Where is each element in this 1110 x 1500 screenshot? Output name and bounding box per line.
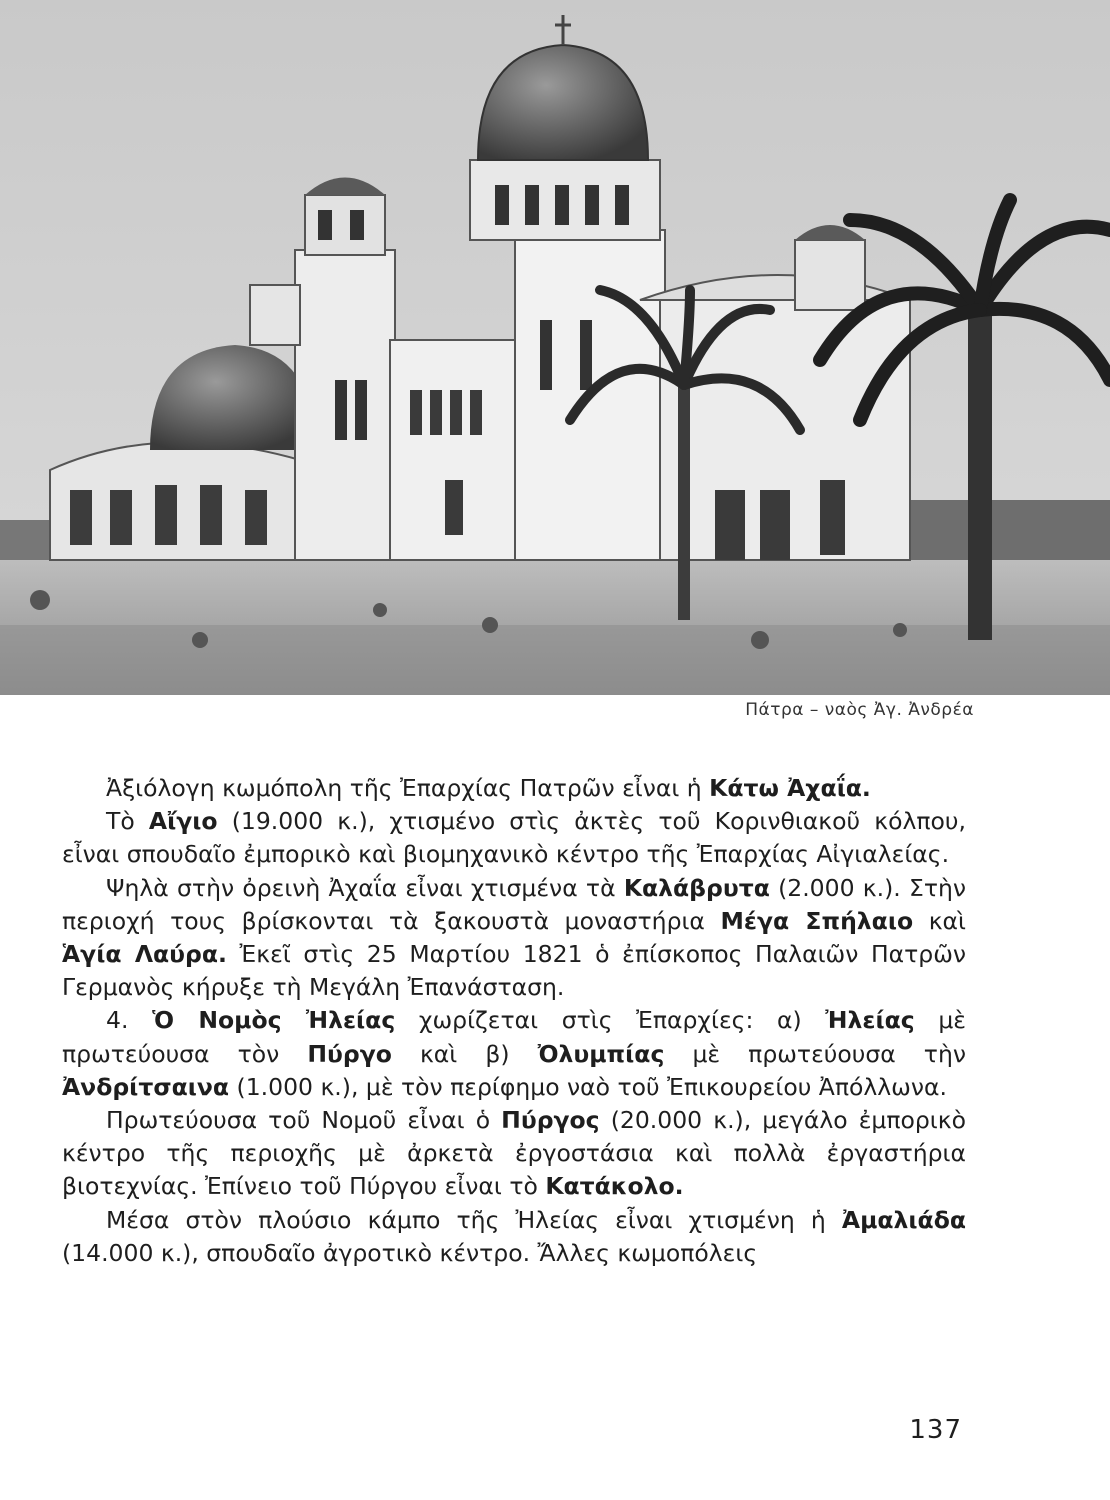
bold-term: Ἀμαλιάδα <box>841 1205 966 1234</box>
page-number: 137 <box>909 1415 962 1445</box>
bold-term: Ἠλείας <box>825 1006 915 1035</box>
text-run: Ἀξιόλογη κωμόπολη τῆς Ἐπαρχίας Πατρῶν εἶναι ἡ <box>106 774 710 802</box>
text-run: καὶ β) <box>391 1039 538 1068</box>
body-text <box>62 772 966 1270</box>
text-run: Πρωτεύουσα τοῦ Νομοῦ εἶναι ὁ <box>106 1106 502 1135</box>
text-run: καὶ <box>913 906 966 935</box>
paragraph <box>62 1104 966 1204</box>
text-run: (19.000 κ.), χτισμένο στὶς ἀκτὲς τοῦ Κορινθιακοῦ κόλπου, εἶναι σπουδαῖο ἐμπορικὸ καὶ βιομηχανικὸ κέντρο τῆς Ἐπαρχίας Αἰγιαλείας. <box>62 807 966 869</box>
cathedral-photo <box>0 0 1110 695</box>
bold-term: Καλάβρυτα <box>623 873 770 902</box>
text-run: (20.000 κ.), μεγάλο ἐμπορικὸ κέντρο τῆς περιοχῆς μὲ ἀρκετὰ ἐργοστάσια καὶ πολλὰ ἐργαστήρια βιοτεχνίας. Ἐπίνειο τοῦ Πύργου εἶναι τὸ <box>62 1106 966 1201</box>
bold-term: Ὀλυμπίας <box>537 1039 665 1068</box>
text-run: χωρίζεται στὶς Ἐπαρχίες: α) <box>395 1006 826 1035</box>
bold-term: Πύργο <box>307 1039 392 1068</box>
bold-term: Κατάκολο. <box>545 1172 684 1201</box>
text-run: Μέσα στὸν πλούσιο κάμπο τῆς Ἠλείας εἶναι χτισμένη ἡ <box>106 1205 842 1234</box>
paragraph <box>62 805 966 871</box>
photo-caption: Πάτρα – ναὸς Ἀγ. Ἀνδρέα <box>745 700 974 720</box>
paragraph <box>62 872 966 1005</box>
bold-term: Ἀνδρίτσαινα <box>62 1072 230 1101</box>
text-run: 4. <box>106 1006 153 1035</box>
bold-term: Μέγα Σπήλαιο <box>720 906 914 935</box>
bold-term: Ἁγία Λαύρα. <box>62 940 227 969</box>
text-run: Ψηλὰ στὴν ὀρεινὴ Ἀχαΐα εἶναι χτισμένα τὰ <box>106 873 624 902</box>
paragraph <box>62 1204 966 1270</box>
text-run: μὲ πρωτεύουσα τὸν <box>62 1006 966 1068</box>
text-run: (14.000 κ.), σπουδαῖο ἀγροτικὸ κέντρο. Ἄλλες κωμοπόλεις <box>62 1238 758 1267</box>
paragraph <box>62 1004 966 1104</box>
bold-term: Πύργος <box>501 1106 600 1135</box>
bold-term: Αἴγιο <box>148 807 218 836</box>
paragraph <box>62 772 966 805</box>
text-run: (1.000 κ.), μὲ τὸν περίφημο ναὸ τοῦ Ἐπικουρείου Ἀπόλλωνα. <box>229 1072 947 1101</box>
bold-term: Ὁ Νομὸς Ἠλείας <box>152 1006 396 1035</box>
text-run: Ἐκεῖ στὶς 25 Μαρτίου 1821 ὁ ἐπίσκοπος Παλαιῶν Πατρῶν Γερμανὸς κήρυξε τὴ Μεγάλη Ἐπανάσταση. <box>62 940 966 1002</box>
text-run: Τὸ <box>106 807 149 836</box>
text-run: μὲ πρωτεύουσα τὴν <box>664 1039 966 1068</box>
bold-term: Κάτω Ἀχαΐα. <box>709 774 871 802</box>
text-run: (2.000 κ.). Στὴν περιοχή τους βρίσκονται τὰ ξακουστὰ μοναστήρια <box>62 873 966 935</box>
